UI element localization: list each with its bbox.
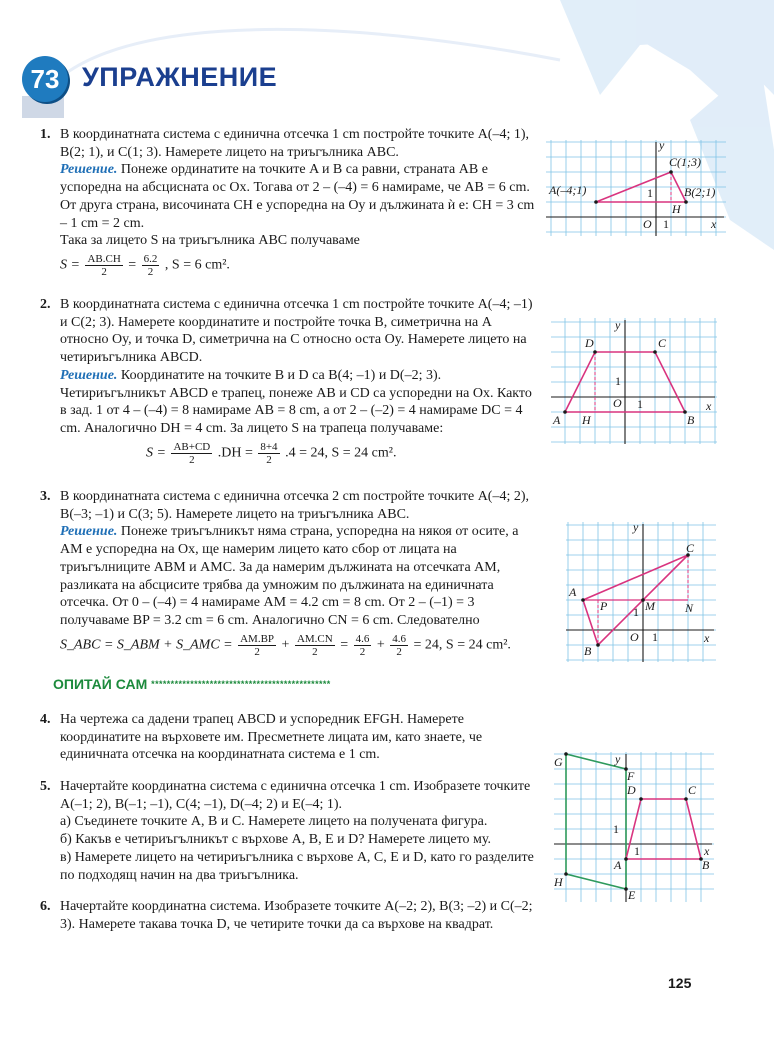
solution-text: От друга страна, височината CH е успоредна на Oy и дължината ѝ е: CH = 3 cm – 1 cm = 2 cm.	[60, 197, 535, 231]
unit-label-x: 1	[652, 630, 658, 644]
point-label-d: D	[585, 336, 594, 350]
formula-text: +	[281, 637, 290, 653]
fraction	[295, 633, 335, 658]
exercise-number: 5.	[40, 779, 51, 794]
axis-label-x: x	[704, 844, 710, 858]
denominator: 2	[312, 645, 318, 658]
figure-1-svg	[546, 140, 726, 236]
fraction	[171, 441, 212, 466]
subtask-a: а) Съединете точките A, B и C. Намерете лицето на получената фигура.	[60, 814, 488, 830]
numerator: 8+4	[260, 440, 278, 453]
fraction	[238, 633, 276, 658]
exercise-text: В координатната система с единична отсечка 2 cm постройте точките A(–4; 2), B(–3; –1) и C(3; 5). Намерете лицето на триъгълника ABC.	[60, 489, 530, 522]
solution-text: Координатите на точките B и D са B(4; –1) и D(–2; 3). Четириъгълникът ABCD е трапец, понеже AB и CD са успоредни на Ox. Както в зад. 1 от 4 – (–4) = 8 намираме AB = 8 cm, а от 2 – (–2) = 4 намираме DC = 4 cm. Аналогично DH = 4 cm. За лицето S на трапеца получаваме:	[60, 367, 532, 436]
solution-paragraph	[60, 367, 536, 438]
numerator: AB+CD	[173, 440, 211, 453]
point-label-b: B	[687, 413, 695, 427]
denominator: 2	[266, 453, 272, 466]
fraction	[142, 253, 160, 278]
axis-label-x: x	[704, 631, 710, 645]
axis-label-y: y	[615, 752, 621, 766]
point-label-b: B	[584, 644, 592, 658]
formula	[60, 633, 536, 658]
point-label-c: C	[686, 541, 695, 555]
solution-label: Решение.	[60, 367, 118, 383]
figure-3-svg	[566, 522, 716, 662]
exercise-number: 3.	[40, 489, 51, 504]
solution-paragraph	[60, 523, 536, 629]
exercise-number: 2.	[40, 297, 51, 312]
try-yourself-heading	[53, 676, 331, 692]
point-label-b: B(2;1)	[684, 185, 716, 199]
point-label-e: E	[628, 888, 636, 902]
try-yourself-title: ОПИТАЙ САМ	[53, 676, 148, 692]
denominator: 2	[147, 265, 154, 278]
solution-label: Решение.	[60, 162, 118, 178]
fraction	[258, 441, 279, 466]
denominator: 2	[396, 645, 402, 658]
unit-label-x: 1	[637, 397, 643, 411]
solution-text: Така за лицето S на триъгълника ABC получаваме	[60, 233, 360, 249]
origin-label: O	[643, 217, 652, 231]
numerator: 6.2	[143, 252, 158, 265]
denominator: 2	[189, 453, 195, 466]
figure-4-svg	[554, 752, 714, 902]
exercise-text: В координатната система с единична отсечка 1 cm постройте точките A(–4; 1), B(2; 1), и C(1; 3). Намерете лицето на триъгълника ABC.	[60, 127, 530, 160]
unit-label-y: 1	[613, 822, 619, 836]
formula-text: +	[376, 637, 385, 653]
point-label-c: C(1;3)	[669, 155, 701, 169]
formula-text: .4 = 24, S = 24 cm².	[285, 445, 397, 461]
exercise-5	[40, 778, 536, 884]
exercise-number: 4.	[40, 712, 51, 727]
formula-text: =	[340, 637, 349, 653]
figure-1	[546, 140, 726, 236]
numerator: AB.CH	[87, 252, 121, 265]
figure-2	[551, 318, 717, 444]
axis-label-y: y	[633, 522, 639, 534]
exercise-text: На чертежа са дадени трапец ABCD и успоредник EFGH. Намерете координатите на върховете им. Пресметнете лицата им, като знаете, че единичната отсечка на координатната система е 1 cm.	[60, 712, 483, 763]
solution-paragraph	[60, 161, 536, 196]
unit-label-y: 1	[615, 374, 621, 388]
figure-2-svg	[551, 318, 717, 444]
numerator: AM.BP	[240, 632, 275, 645]
point-label-f: F	[627, 769, 635, 783]
formula-text: S =	[60, 257, 80, 273]
formula-text: = 24, S = 24 cm².	[413, 637, 511, 653]
figure-3	[566, 522, 716, 662]
axis-label-x: x	[711, 217, 717, 231]
unit-label-y: 1	[633, 605, 639, 619]
figure-4	[554, 752, 714, 902]
formula-text: S =	[146, 445, 166, 461]
denominator: 2	[101, 265, 107, 278]
formula	[60, 253, 536, 278]
exercise-text: В координатната система с единична отсечка 1 cm постройте точките A(–4; –1) и C(2; 3). Намерете координатите и постройте точка B, симетрична на A относно Oy, и точка D, симетрична на C относно оста Oy. Намерете лицето на четириъгълника ABCD.	[60, 297, 533, 366]
subtask-c: в) Намерете лицето на четириъгълника с върхове A, C, E и D, като го разделите по подходящ начин на два триъгълника.	[60, 849, 534, 883]
solution-label: Решение.	[60, 524, 118, 540]
formula-text: =	[128, 257, 137, 273]
axis-label-y: y	[615, 318, 621, 332]
denominator: 2	[254, 645, 260, 658]
unit-label-x: 1	[663, 217, 669, 231]
axis-label-x: x	[706, 399, 712, 413]
point-label-n: N	[685, 601, 694, 615]
origin-label: O	[613, 396, 622, 410]
exercise-6	[40, 898, 536, 933]
point-label-p: P	[600, 599, 608, 613]
point-label-d: D	[627, 783, 636, 797]
subtask-b: б) Какъв е четириъгълникът с върхове A, B, E и D? Намерете лицето му.	[60, 832, 491, 848]
page-number: 125	[668, 975, 692, 991]
point-label-h: H	[582, 413, 591, 427]
point-label-c: C	[658, 336, 667, 350]
try-yourself-stars: **********************************************	[151, 679, 331, 689]
unit-label-y: 1	[647, 186, 653, 200]
exercise-number: 6.	[40, 899, 51, 914]
denominator: 2	[359, 645, 366, 658]
axis-label-y: y	[659, 140, 665, 152]
numerator: AM.CN	[296, 632, 333, 645]
point-label-a: A	[553, 413, 561, 427]
solution-text: Понеже ординатите на точките A и B са равни, страната AB е успоредна на абсцисната ос Ox. Тогава от 2 – (–4) = 6 намираме, че AB = 6 cm.	[60, 162, 530, 196]
numerator: 4.6	[355, 632, 370, 645]
formula	[60, 441, 536, 466]
solution-text: Понеже триъгълникът няма страна, успоредна на някоя от осите, а AM е успоредна на Ox, ще намерим лицето като сбор от лицата на триъгълниците ABM и AMC. За да намерим дължината на отсечката AM, разликата на абсцисите трябва да умножим по дължината на единичната отсечка. От 0 – (–4) = 4 намираме AM = 4.2 cm = 8 cm. От 2 – (–1) = 3 получаваме BP = 3.2 cm = 6 cm. Аналогично CN = 6 cm. Следователно	[60, 524, 519, 628]
formula-text: .DH =	[217, 445, 253, 461]
point-label-c: C	[688, 783, 697, 797]
point-label-a: A(–4;1)	[549, 183, 587, 197]
exercise-text: Начертайте координатна система. Изобразете точките A(–2; 2), B(3; –2) и C(–2; 3). Намерете такава точка D, че четирите точки да са върхове на квадрат.	[60, 899, 533, 932]
formula-text: S_ABC = S_ABM + S_AMC =	[60, 637, 233, 653]
point-label-a: A	[569, 585, 577, 599]
fraction	[85, 253, 122, 278]
point-label-m: M	[645, 599, 655, 613]
point-label-g: G	[554, 755, 563, 769]
lesson-number-badge: 73	[22, 56, 68, 102]
exercise-1	[40, 126, 536, 278]
point-label-h: H	[554, 875, 563, 889]
exercise-3	[40, 488, 536, 658]
point-label-a: A	[614, 858, 622, 872]
exercise-number: 1.	[40, 127, 51, 142]
point-label-h: H	[672, 202, 681, 216]
exercise-4	[40, 711, 536, 764]
origin-label: O	[630, 630, 639, 644]
point-label-b: B	[702, 858, 710, 872]
exercise-2	[40, 296, 536, 466]
exercise-title: УПРАЖНЕНИЕ	[82, 62, 278, 92]
numerator: 4.6	[392, 632, 407, 645]
fraction	[354, 633, 372, 658]
exercise-text: Начертайте координатна система с единична отсечка 1 cm. Изобразете точките A(–1; 2), B(–1; –1), C(4; –1), D(–4; 2) и E(–4; 1).	[60, 779, 531, 812]
unit-label-x: 1	[634, 844, 640, 858]
formula-text: , S = 6 cm².	[164, 257, 230, 273]
fraction	[390, 633, 408, 658]
